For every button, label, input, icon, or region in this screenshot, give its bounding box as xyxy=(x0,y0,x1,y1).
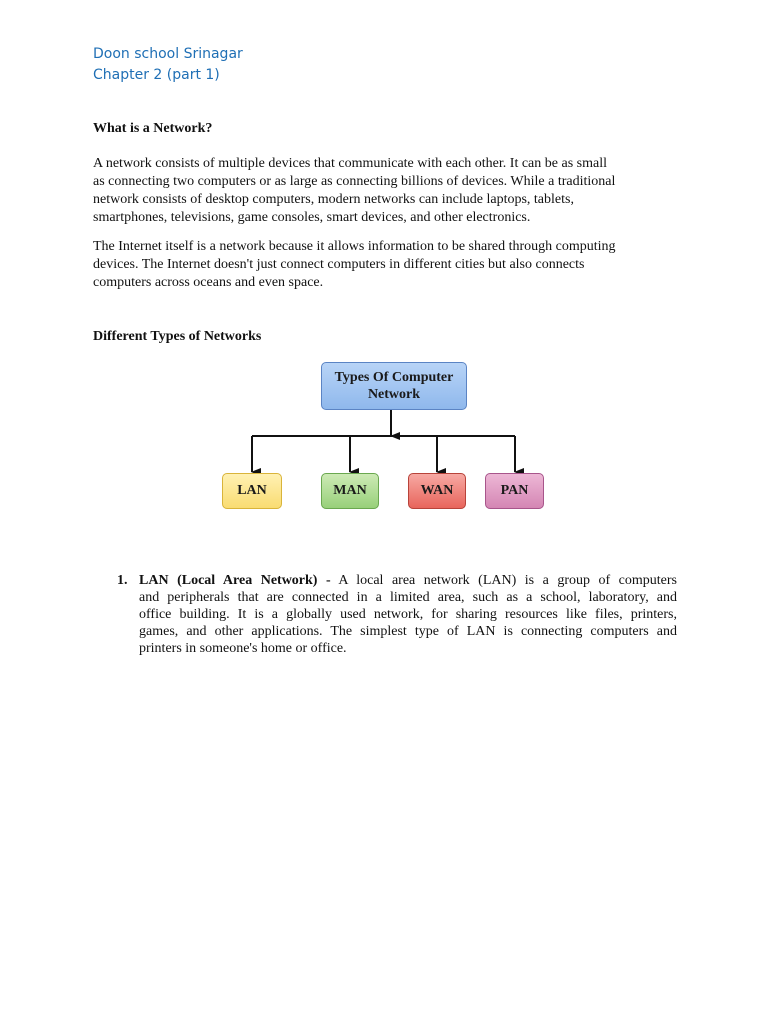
paragraph-line: computers across oceans and even space. xyxy=(93,275,324,290)
paragraph-line: network consists of desktop computers, modern networks can include laptops, tablets, xyxy=(93,192,574,207)
wan-node: WAN xyxy=(408,473,466,509)
pan-node: PAN xyxy=(485,473,544,509)
list-line: games, and other applications. The simplest type of LAN is connecting computers and xyxy=(139,624,677,639)
types-of-computer-network-node xyxy=(321,362,467,410)
lan-node: LAN xyxy=(222,473,282,509)
network-definition-paragraph xyxy=(93,155,678,227)
chapter-title: Chapter 2 (part 1) xyxy=(93,67,220,83)
list-first-line xyxy=(139,572,677,589)
what-is-network-heading: What is a Network? xyxy=(93,121,213,136)
document-header xyxy=(93,44,243,86)
paragraph-line: A network consists of multiple devices that communicate with each other. It can be as small xyxy=(93,156,607,171)
lan-description xyxy=(139,572,677,657)
types-of-networks-heading: Different Types of Networks xyxy=(93,329,262,344)
list-line: and peripherals that are connected in a limited area, such as a school, laboratory, and xyxy=(139,590,677,605)
paragraph-line: devices. The Internet doesn't just connect computers in different cities but also connects xyxy=(93,257,585,272)
root-label-line1: Types Of Computer xyxy=(334,370,454,385)
list-number: 1. xyxy=(117,573,128,588)
list-line: A local area network (LAN) is a group of computers xyxy=(338,573,677,588)
list-line: office building. It is a globally used network, for sharing resources like files, printers, xyxy=(139,607,677,622)
lan-term: LAN (Local Area Network) - xyxy=(139,573,331,588)
internet-paragraph xyxy=(93,238,678,292)
paragraph-line: as connecting two computers or as large as connecting billions of devices. While a traditional xyxy=(93,174,616,189)
man-node: MAN xyxy=(321,473,379,509)
list-line: printers in someone's home or office. xyxy=(139,641,347,656)
root-label-line2: Network xyxy=(367,387,421,402)
paragraph-line: smartphones, televisions, game consoles, smart devices, and other electronics. xyxy=(93,210,531,225)
school-name: Doon school Srinagar xyxy=(93,46,243,62)
paragraph-line: The Internet itself is a network because it allows information to be shared through computing xyxy=(93,239,616,254)
